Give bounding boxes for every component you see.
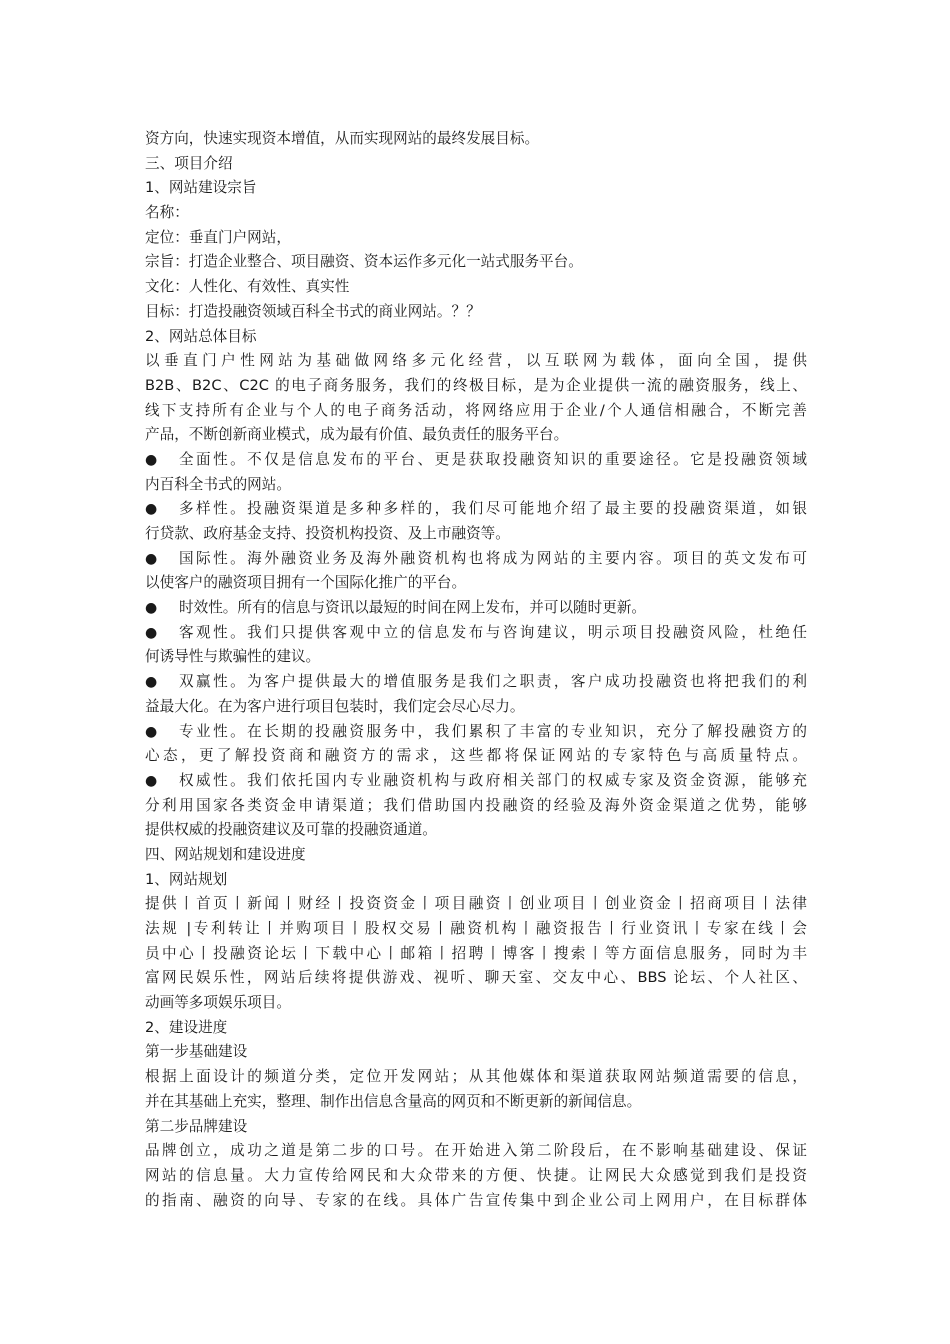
bullet-text: 专业性。在长期的投融资服务中，我们累积了丰富的专业知识，充分了解投融资方的 xyxy=(179,722,807,740)
bullet-item xyxy=(145,547,807,572)
text-line: 益最大化。在为客户进行项目包装时，我们定会尽心尽力。 xyxy=(145,697,525,715)
text-line: 法规 |专利转让丨并购项目丨股权交易丨融资机构丨融资报告丨行业资讯丨专家在线丨会 xyxy=(145,920,807,937)
text-line: 的指南、融资的向导、专家的在线。具体广告宣传集中到企业公司上网用户，在目标群体 xyxy=(145,1191,807,1209)
bullet-icon: ● xyxy=(145,723,158,740)
bullet-item xyxy=(145,497,807,522)
bullet-item xyxy=(145,621,807,646)
text-line: B2B、B2C、C2C 的电子商务服务，我们的终极目标，是为企业提供一流的融资服务，线上、 xyxy=(145,376,807,394)
text-line: 以垂直门户性网站为基础做网络多元化经营，以互联网为载体，面向全国，提供 xyxy=(145,352,807,370)
text-line: 根据上面设计的频道分类，定位开发网站；从其他媒体和渠道获取网站频道需要的信息， xyxy=(145,1068,807,1086)
bullet-text: 时效性。所有的信息与资讯以最短的时间在网上发布，并可以随时更新。 xyxy=(179,599,647,617)
bullet-icon: ● xyxy=(145,451,158,468)
bullet-item xyxy=(145,670,807,695)
subsection-heading: 2、建设进度 xyxy=(145,1018,228,1036)
text-line: 名称： xyxy=(145,204,189,222)
text-line: 目标：打造投融资领域百科全书式的商业网站。？？ xyxy=(145,302,481,320)
text-line: 分利用国家各类资金申请渠道；我们借助国内投融资的经验及海外资金渠道之优势，能够 xyxy=(145,796,807,814)
text-line: 网站的信息量。大力宣传给网民和大众带来的方便、快捷。让网民大众感觉到我们是投资 xyxy=(145,1166,807,1184)
subsection-heading: 1、网站建设宗旨 xyxy=(145,179,257,197)
bullet-item xyxy=(145,448,807,473)
text-line: 提供权威的投融资建议及可靠的投融资通道。 xyxy=(145,821,437,839)
subsection-heading: 1、网站规划 xyxy=(145,870,228,888)
text-line: 产品，不断创新商业模式，成为最有价值、最负责任的服务平台。 xyxy=(145,426,569,444)
text-line: 提供丨首页丨新闻丨财经丨投资资金丨项目融资丨创业项目丨创业资金丨招商项目丨法律 xyxy=(145,895,807,913)
bullet-item xyxy=(145,769,807,794)
text-line: 品牌创立，成功之道是第二步的口号。在开始进入第二阶段后，在不影响基础建设、保证 xyxy=(145,1142,807,1160)
bullet-icon: ● xyxy=(145,550,158,567)
text-line: 资方向，快速实现资本增值，从而实现网站的最终发展目标。 xyxy=(145,130,540,147)
text-line: 动画等多项娱乐项目。 xyxy=(145,994,291,1012)
step-heading: 第一步基础建设 xyxy=(145,1043,248,1061)
bullet-icon: ● xyxy=(145,772,158,789)
step-heading: 第二步品牌建设 xyxy=(145,1117,248,1135)
bullet-text: 双赢性。为客户提供最大的增值服务是我们之职责，客户成功投融资也将把我们的利 xyxy=(179,673,807,691)
subsection-heading: 2、网站总体目标 xyxy=(145,327,257,345)
bullet-text: 权威性。我们依托国内专业融资机构与政府相关部门的权威专家及资金资源，能够充 xyxy=(179,771,807,789)
bullet-icon: ● xyxy=(145,674,158,691)
text-line: 行贷款、政府基金支持、投资机构投资、及上市融资等。 xyxy=(145,525,510,542)
bullet-icon: ● xyxy=(145,600,158,617)
bullet-text: 多样性。投融资渠道是多种多样的，我们尽可能地介绍了最主要的投融资渠道，如银 xyxy=(179,500,807,518)
text-line: 以使客户的融资项目拥有一个国际化推广的平台。 xyxy=(145,574,467,592)
bullet-item xyxy=(145,720,807,745)
text-line: 定位：垂直门户网站， xyxy=(145,228,291,246)
text-line: 并在其基础上充实，整理、制作出信息含量高的网页和不断更新的新闻信息。 xyxy=(145,1092,642,1110)
text-line: 员中心丨投融资论坛丨下载中心丨邮箱丨招聘丨博客丨搜索丨等方面信息服务，同时为丰 xyxy=(145,944,807,962)
bullet-item xyxy=(145,596,807,621)
text-line: 文化：人性化、有效性、真实性 xyxy=(145,278,350,296)
bullet-text: 客观性。我们只提供客观中立的信息发布与咨询建议，明示项目投融资风险，杜绝任 xyxy=(179,623,807,641)
text-line: 宗旨：打造企业整合、项目融资、资本运作多元化一站式服务平台。 xyxy=(145,253,583,271)
text-line: 线下支持所有企业与个人的电子商务活动，将网络应用于企业/个人通信相融合，不断完善 xyxy=(145,401,807,419)
bullet-text: 国际性。海外融资业务及海外融资机构也将成为网站的主要内容。项目的英文发布可 xyxy=(179,549,807,567)
text-line: 心态，更了解投资商和融资方的需求，这些都将保证网站的专家特色与高质量特点。 xyxy=(145,747,807,765)
text-line: 何诱导性与欺骗性的建议。 xyxy=(145,648,321,666)
section-heading: 四、网站规划和建设进度 xyxy=(145,845,306,863)
text-line: 富网民娱乐性，网站后续将提供游戏、视听、聊天室、交友中心、BBS 论坛、个人社区、 xyxy=(145,969,807,987)
bullet-text: 全面性。不仅是信息发布的平台、更是获取投融资知识的重要途径。它是投融资领域 xyxy=(179,450,807,468)
bullet-icon: ● xyxy=(145,501,158,518)
document-page xyxy=(145,127,807,1213)
text-line: 内百科全书式的网站。 xyxy=(145,475,291,493)
section-heading: 三、项目介绍 xyxy=(145,154,233,172)
bullet-icon: ● xyxy=(145,624,158,641)
